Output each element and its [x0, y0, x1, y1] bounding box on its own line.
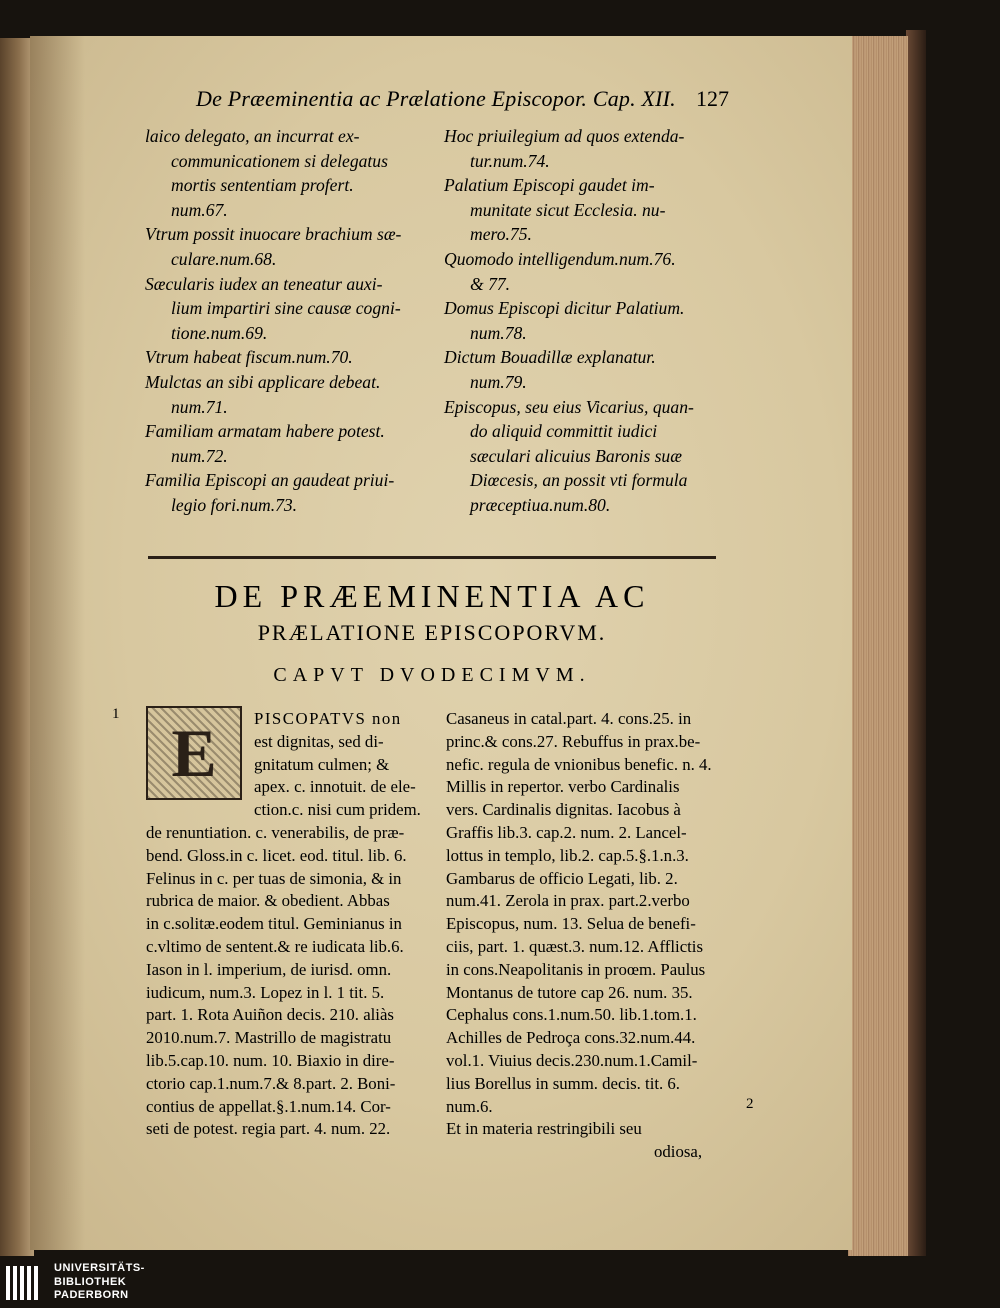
index-entry-line: num.72. [171, 445, 228, 466]
book-edge-shadow [906, 30, 926, 1260]
page-number: 127 [696, 86, 729, 111]
body-text-line: gnitatum culmen; & [254, 754, 390, 774]
section-divider-rule [148, 556, 716, 559]
index-entry [444, 296, 730, 345]
body-text-line: c.vltimo de sentent.& re iudicata lib.6. [146, 936, 404, 956]
index-entry-line: tur.num.74. [470, 150, 550, 171]
index-entry-line: Episcopus, seu eius Vicarius, quan- [444, 396, 694, 417]
index-entry-line: Domus Episcopi dicitur Palatium. [444, 298, 685, 319]
gutter-shadow [30, 36, 85, 1250]
index-entry [145, 370, 430, 419]
index-entry-line: mortis sententiam profert. [171, 175, 354, 196]
index-entry [145, 468, 430, 517]
index-entry-line: num.79. [470, 371, 527, 392]
index-entry-line: Mulctas an sibi applicare debeat. [145, 371, 381, 392]
index-entry-line: lium impartiri sine causæ cogni- [171, 298, 401, 319]
index-entry-line: num.67. [171, 199, 228, 220]
body-text-line: seti de potest. regia part. 4. num. 22. [146, 1119, 391, 1139]
index-entry [145, 222, 430, 271]
index-entry-line: culare.num.68. [171, 248, 277, 269]
index-entry [145, 345, 430, 370]
decorated-initial-letter: E [146, 706, 242, 800]
body-text-line: rubrica de maior. & obedient. Abbas [146, 891, 390, 911]
body-text-line: lottus in templo, lib.2. cap.5.§.1.n.3. [446, 845, 689, 865]
body-text-line: ciis, part. 1. quæst.3. num.12. Afflictis [446, 936, 703, 956]
running-title: De Præeminentia ac Prælatione Episcopor. Cap. XII. [196, 86, 676, 111]
index-entry [145, 124, 430, 222]
index-entry [444, 345, 730, 394]
chapter-number-heading: CAPVT DVODECIMVM. [273, 664, 591, 686]
body-text-line: Millis in repertor. verbo Cardinalis [446, 777, 680, 797]
index-column-right [444, 124, 730, 518]
body-text-line: nefic. regula de vnionibus benefic. n. 4. [446, 754, 712, 774]
margin-number-2: 2 [746, 1096, 754, 1112]
index-entry [444, 395, 730, 518]
index-entry-line: Dictum Bouadillæ explanatur. [444, 347, 656, 368]
index-entry-line: præceptiua.num.80. [470, 494, 611, 515]
index-entry-line: Vtrum habeat fiscum.num.70. [145, 347, 353, 368]
library-logo-line: BIBLIOTHEK [54, 1275, 127, 1288]
index-entry-line: & 77. [470, 273, 511, 294]
body-text-line: est dignitas, sed di- [254, 731, 384, 751]
body-text-line: vers. Cardinalis dignitas. Iacobus à [446, 800, 681, 820]
index-entry [145, 419, 430, 468]
body-text-line: Et in materia restringibili seu [446, 1119, 642, 1139]
index-entry-line: legio fori.num.73. [171, 494, 298, 515]
index-entry-line: munitate sicut Ecclesia. nu- [470, 199, 666, 220]
chapter-title-line-1: DE PRÆEMINENTIA AC [214, 578, 650, 614]
library-logo-line: UNIVERSITÄTS- [54, 1262, 145, 1274]
margin-number-1: 1 [112, 706, 120, 722]
index-entry-line: mero.75. [470, 224, 532, 245]
index-entry [444, 247, 730, 296]
index-entry-line: Hoc priuilegium ad quos extenda- [444, 126, 685, 146]
chapter-title-line-2: PRÆLATIONE EPISCOPORVM. [257, 620, 607, 645]
index-entry-line: num.78. [470, 322, 527, 343]
body-text-line: Achilles de Pedroça cons.32.num.44. [446, 1028, 696, 1048]
body-text-line: Cephalus cons.1.num.50. lib.1.tom.1. [446, 1005, 697, 1025]
index-entry-line: Sæcularis iudex an teneatur auxi- [145, 273, 383, 294]
index-entry-line: do aliquid committit iudici [470, 421, 658, 442]
catchword: odiosa, [654, 1142, 703, 1162]
index-entry-line: sæculari alicuius Baronis suæ [470, 445, 682, 466]
body-text-line: de renuntiation. c. venerabilis, de præ- [146, 822, 405, 842]
body-text-line: num.41. Zerola in prax. part.2.verbo [446, 891, 690, 911]
body-text-line: Iason in l. imperium, de iurisd. omn. [146, 959, 392, 979]
index-entry-line: communicationem si delegatus [171, 150, 388, 171]
body-text-line: ctorio cap.1.num.7.& 8.part. 2. Boni- [146, 1073, 396, 1093]
facing-page-edge [0, 38, 34, 1256]
body-text-line: PISCOPATVS non [254, 709, 402, 728]
index-entry-line: num.71. [171, 396, 228, 417]
body-text-line: ction.c. nisi cum pridem. [254, 800, 421, 820]
body-text-line: num.6. [446, 1096, 493, 1116]
body-text-line: Casaneus in catal.part. 4. cons.25. in [446, 709, 692, 728]
body-text-line: Episcopus, num. 13. Selua de benefi- [446, 914, 696, 934]
body-text-line: princ.& cons.27. Rebuffus in prax.be- [446, 731, 701, 751]
index-entry [145, 272, 430, 346]
library-footer [0, 1256, 1000, 1308]
body-text-line: Montanus de tutore cap 26. num. 35. [446, 982, 693, 1002]
index-entry-line: Diœcesis, an possit vti formula [470, 470, 688, 491]
body-column-right [446, 708, 728, 1164]
body-text-line: apex. c. innotuit. de ele- [254, 777, 416, 797]
body-text-line: lius Borellus in summ. decis. tit. 6. [446, 1073, 681, 1093]
body-text-line: Graffis lib.3. cap.2. num. 2. Lancel- [446, 822, 687, 842]
index-entry [444, 124, 730, 173]
body-text-line: 2010.num.7. Mastrillo de magistratu [146, 1028, 392, 1048]
body-text-line: iudicum, num.3. Lopez in l. 1 tit. 5. [146, 982, 385, 1002]
body-text-line: bend. Gloss.in c. licet. eod. titul. lib. 6. [146, 845, 407, 865]
library-logo-line: PADERBORN [54, 1289, 129, 1301]
body-text-line: vol.1. Viuius decis.230.num.1.Camil- [446, 1050, 698, 1070]
body-text-line: in cons.Neapolitanis in proœm. Paulus [446, 959, 706, 979]
index-entry [444, 173, 730, 247]
index-entry-line: Vtrum possit inuocare brachium sæ- [145, 224, 402, 245]
body-text-line: lib.5.cap.10. num. 10. Biaxio in dire- [146, 1050, 395, 1070]
index-entry-line: Palatium Episcopi gaudet im- [444, 175, 655, 196]
index-column-left [145, 124, 430, 518]
library-logo-text [54, 1262, 145, 1303]
body-text-line: Gambarus de officio Legati, lib. 2. [446, 868, 678, 888]
index-entry-line: Quomodo intelligendum.num.76. [444, 248, 676, 269]
index-entry-line: Familia Episcopi an gaudeat priui- [145, 470, 395, 491]
body-text-line: contius de appellat.§.1.num.14. Cor- [146, 1096, 391, 1116]
page-block-edge [848, 36, 908, 1256]
body-text-line: in c.solitæ.eodem titul. Geminianus in [146, 914, 402, 934]
index-entry-line: laico delegato, an incurrat ex- [145, 126, 360, 146]
body-column-left [146, 708, 430, 1141]
body-text-line: part. 1. Rota Auiñon decis. 210. aliàs [146, 1005, 394, 1025]
index-entry-line: Familiam armatam habere potest. [145, 421, 385, 442]
library-logo-icon [4, 1262, 46, 1304]
index-entry-line: tione.num.69. [171, 322, 268, 343]
body-text-line: Felinus in c. per tuas de simonia, & in [146, 868, 402, 888]
